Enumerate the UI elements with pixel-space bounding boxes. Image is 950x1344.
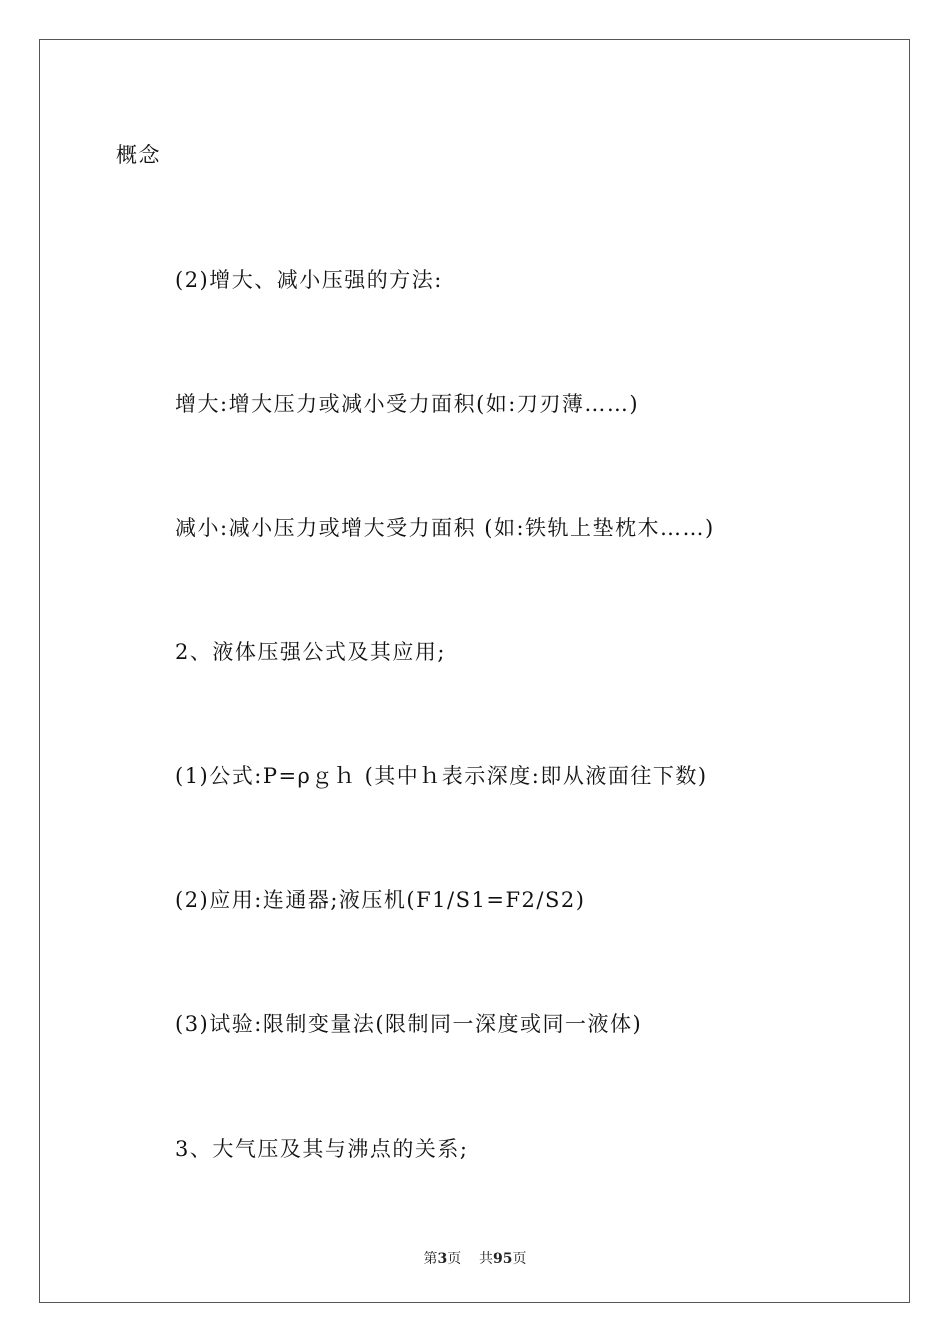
- page-suffix: 页: [447, 1251, 462, 1267]
- text-line: (3)试验:限制变量法(限制同一深度或同一液体): [175, 1012, 643, 1036]
- text-line: (2)应用:连通器;液压机(F1/S1=F2/S2): [175, 888, 586, 912]
- text-line: 概念: [116, 143, 161, 167]
- text-line: (1)公式:P=ρｇｈ (其中ｈ表示深度:即从液面往下数): [175, 764, 708, 788]
- total-prefix: 共: [479, 1251, 494, 1267]
- text-line: 2、液体压强公式及其应用;: [175, 640, 446, 664]
- text-line: 3、大气压及其与沸点的关系;: [175, 1137, 469, 1161]
- page-number: 3: [437, 1251, 448, 1267]
- page-border: [39, 39, 910, 1303]
- total-suffix: 页: [512, 1251, 527, 1267]
- text-line: 增大:增大压力或减小受力面积(如:刀刃薄……): [175, 392, 640, 416]
- text-line: (2)增大、减小压强的方法:: [175, 268, 443, 292]
- page-prefix: 第: [423, 1251, 438, 1267]
- total-pages: 95: [493, 1251, 513, 1267]
- text-line: 减小:减小压力或增大受力面积 (如:铁轨上垫枕木……): [175, 516, 715, 540]
- page-footer: [0, 1248, 950, 1268]
